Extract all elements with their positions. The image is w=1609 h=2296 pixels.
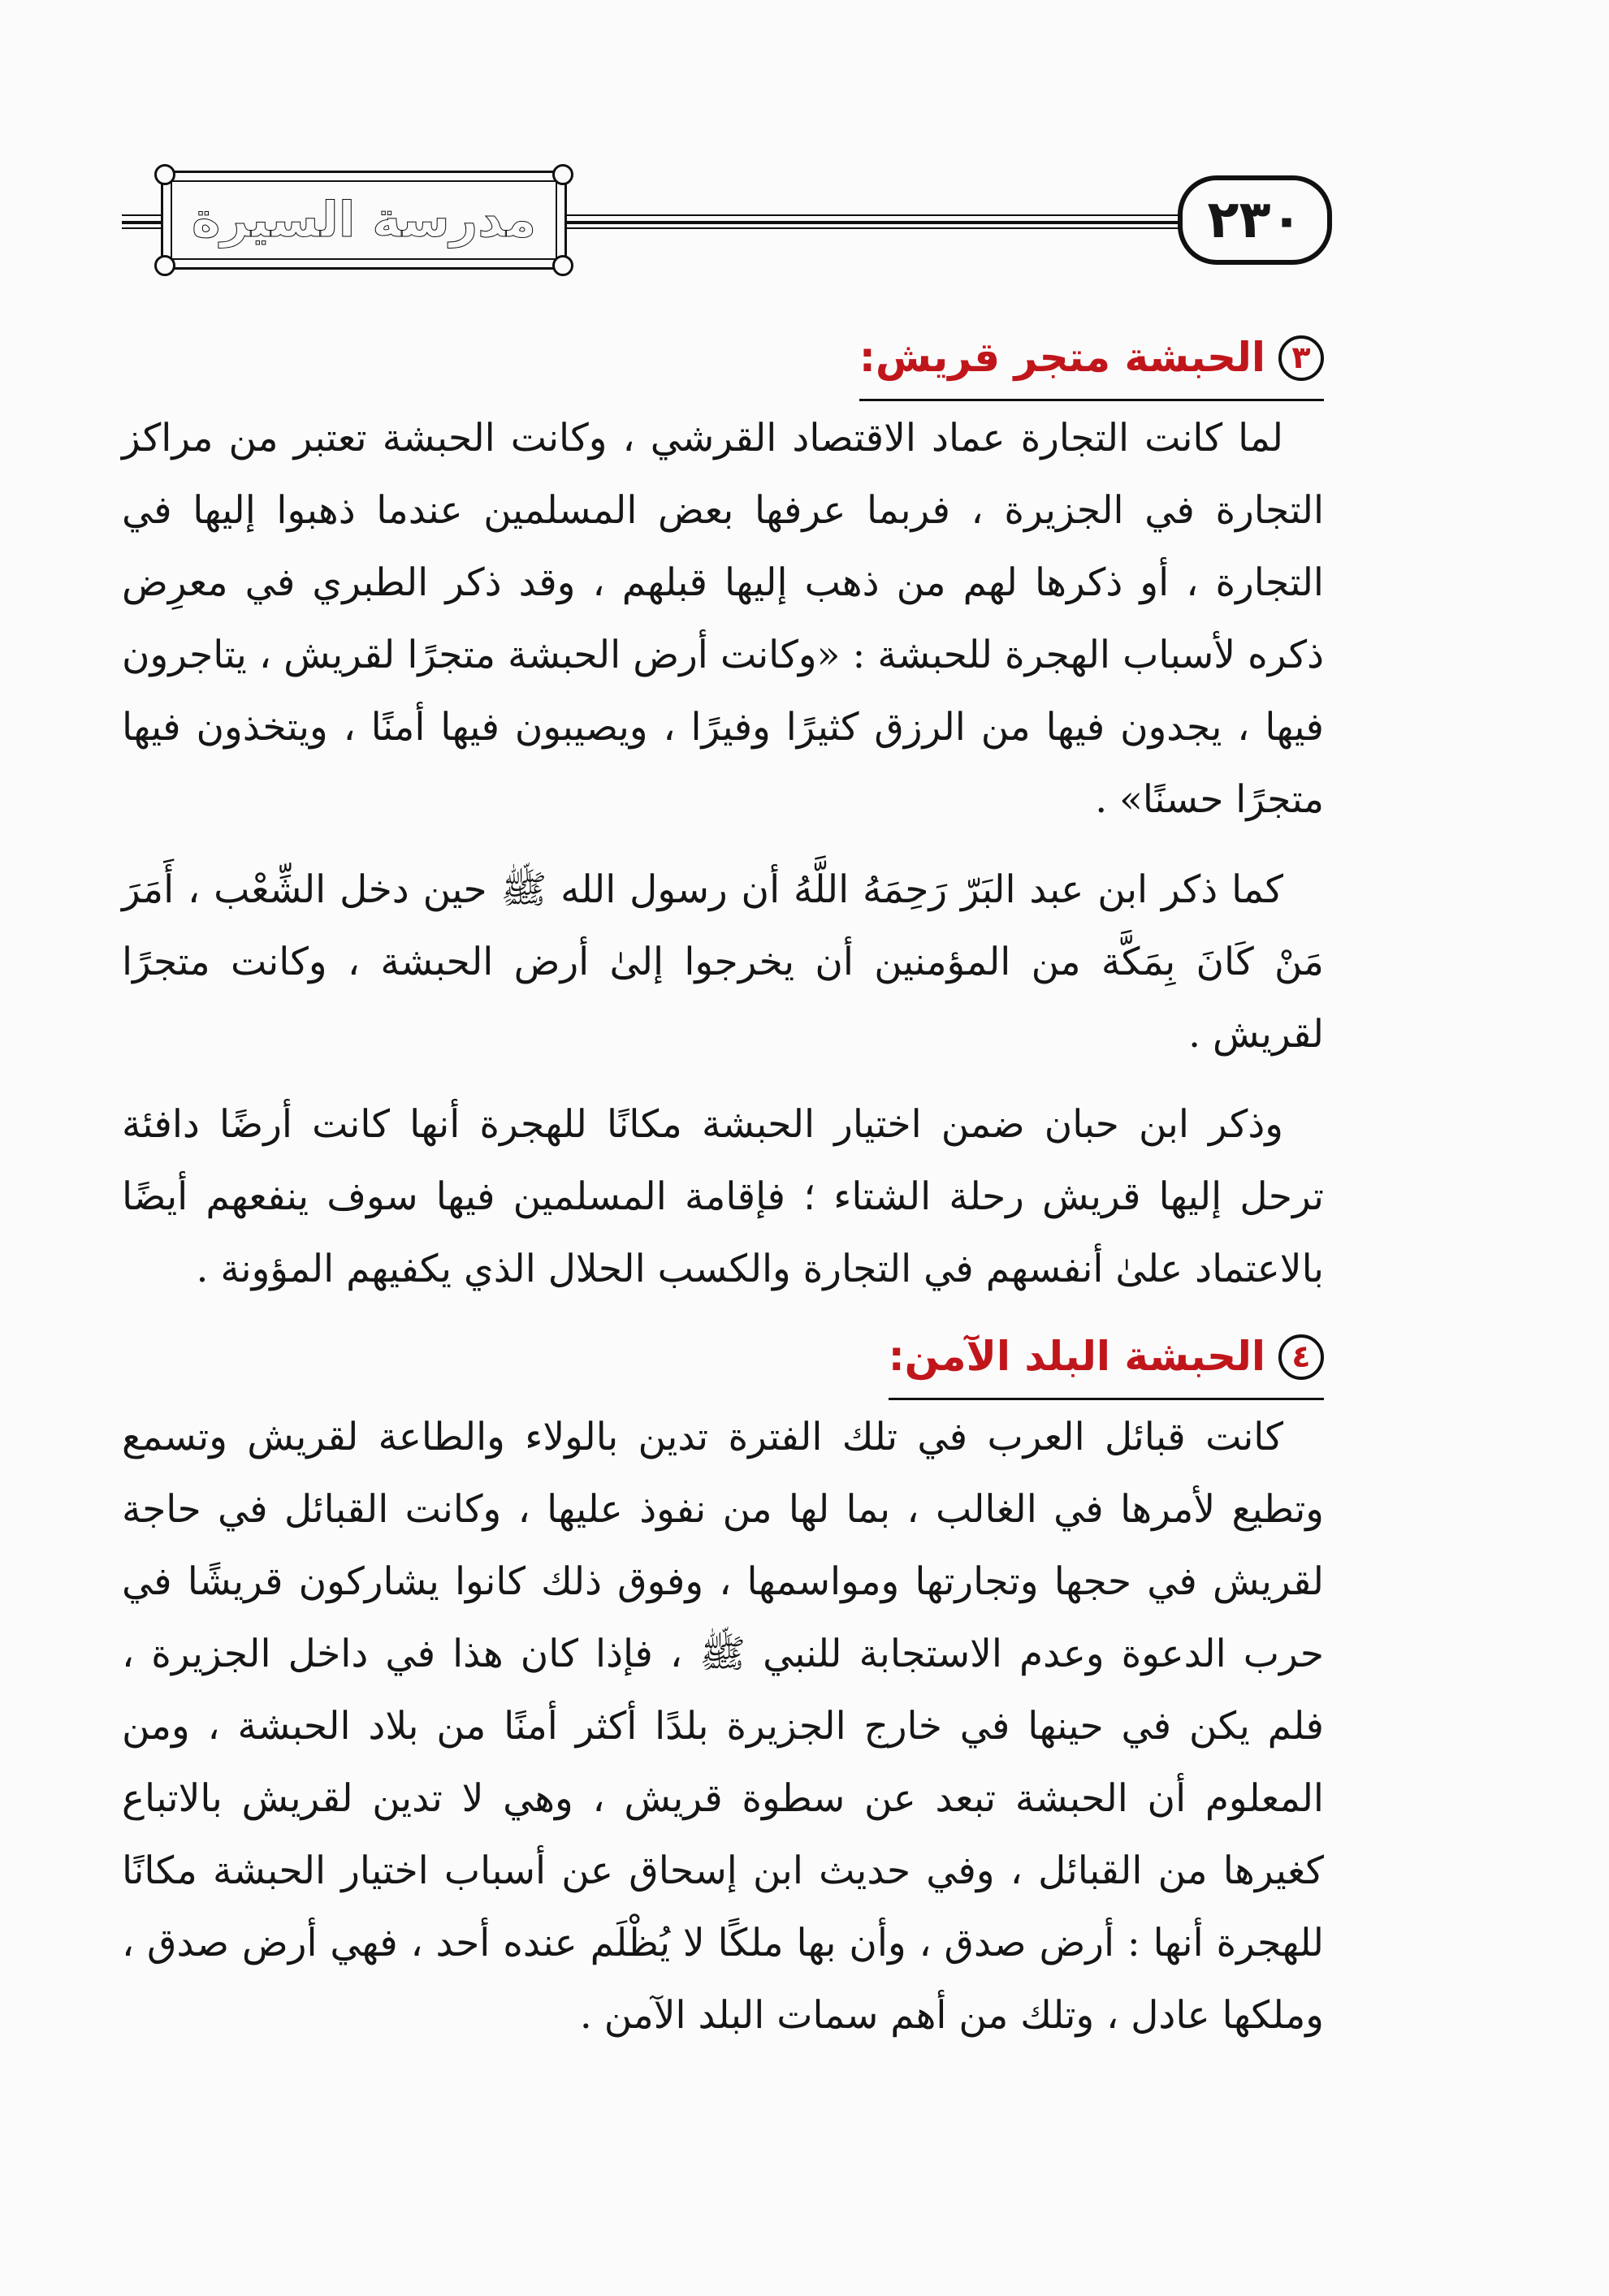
page-header [122, 171, 1324, 276]
heading-underline [859, 322, 1324, 401]
paragraph: لما كانت التجارة عماد الاقتصاد القرشي ، وكانت الحبشة تعتبر من مراكز التجارة في الجزيرة ، فربما عرفها بعض المسلمين عندما ذهبوا إليها في التجارة ، أو ذكرها لهم من ذهب إليها قبلهم ، وقد ذكر الطبري في معرِض ذكره لأسباب الهجرة للحبشة : «وكانت أرض الحبشة متجرًا لقريش ، يتاجرون فيها ، يجدون فيها من الرزق كثيرًا وفيرًا ، ويصيبون فيها أمنًا ، ويتخذون فيها متجرًا حسنًا» . [122, 416, 1324, 822]
ornament-corner [552, 164, 573, 185]
heading-underline [889, 1321, 1324, 1400]
page-number-frame [1178, 175, 1332, 265]
page-number: ٢٣٠ [1207, 190, 1303, 250]
book-title: مدرسة السيرة [191, 192, 536, 249]
page-content [122, 321, 1324, 2066]
section-heading [122, 321, 1324, 402]
ornament-corner [552, 255, 573, 276]
ornament-corner [154, 164, 175, 185]
section-number: ٤ [1278, 1334, 1324, 1380]
paragraph: وذكر ابن حبان ضمن اختيار الحبشة مكانًا للهجرة أنها كانت أرضًا دافئة ترحل إليها قريش رحلة الشتاء ؛ فإقامة المسلمين فيها سوف ينفعهم أيضًا بالاعتماد علىٰ أنفسهم في التجارة والكسب الحلال الذي يكفيهم المؤونة . [122, 1102, 1324, 1291]
section-title: الحبشة البلد الآمن: [888, 1333, 1265, 1380]
section-4 [122, 1320, 1324, 2052]
section-heading [122, 1320, 1324, 1401]
section-number: ٣ [1278, 335, 1324, 381]
paragraph: كما ذكر ابن عبد البَرّ رَحِمَهُ اللَّهُ أن رسول الله ﷺ حين دخل الشِّعْب ، أَمَرَ مَنْ كَانَ بِمَكَّة من المؤمنين أن يخرجوا إلىٰ أرض الحبشة ، وكانت متجرًا لقريش . [122, 867, 1324, 1057]
section-title: الحبشة متجر قريش: [859, 334, 1265, 381]
book-title-frame [161, 171, 567, 270]
ornament-corner [154, 255, 175, 276]
paragraph: كانت قبائل العرب في تلك الفترة تدين بالولاء والطاعة لقريش وتسمع وتطيع لأمرها في الغالب ، بما لها من نفوذ عليها ، وكانت القبائل في حاجة لقريش في حجها وتجارتها ومواسمها ، وفوق ذلك كانوا يشاركون قريشًا في حرب الدعوة وعدم الاستجابة للنبي ﷺ ، فإذا كان هذا في داخل الجزيرة ، فلم يكن في حينها في خارج الجزيرة بلدًا أكثر أمنًا من بلاد الحبشة ، ومن المعلوم أن الحبشة تبعد عن سطوة قريش ، وهي لا تدين لقريش بالاتباع كغيرها من القبائل ، وفي حديث ابن إسحاق عن أسباب اختيار الحبشة مكانًا للهجرة أنها : أرض صدق ، وأن بها ملكًا لا يُظْلَم عنده أحد ، فهي أرض صدق ، وملكها عادل ، وتلك من أهم سمات البلد الآمن . [122, 1415, 1324, 2038]
section-3 [122, 321, 1324, 1305]
